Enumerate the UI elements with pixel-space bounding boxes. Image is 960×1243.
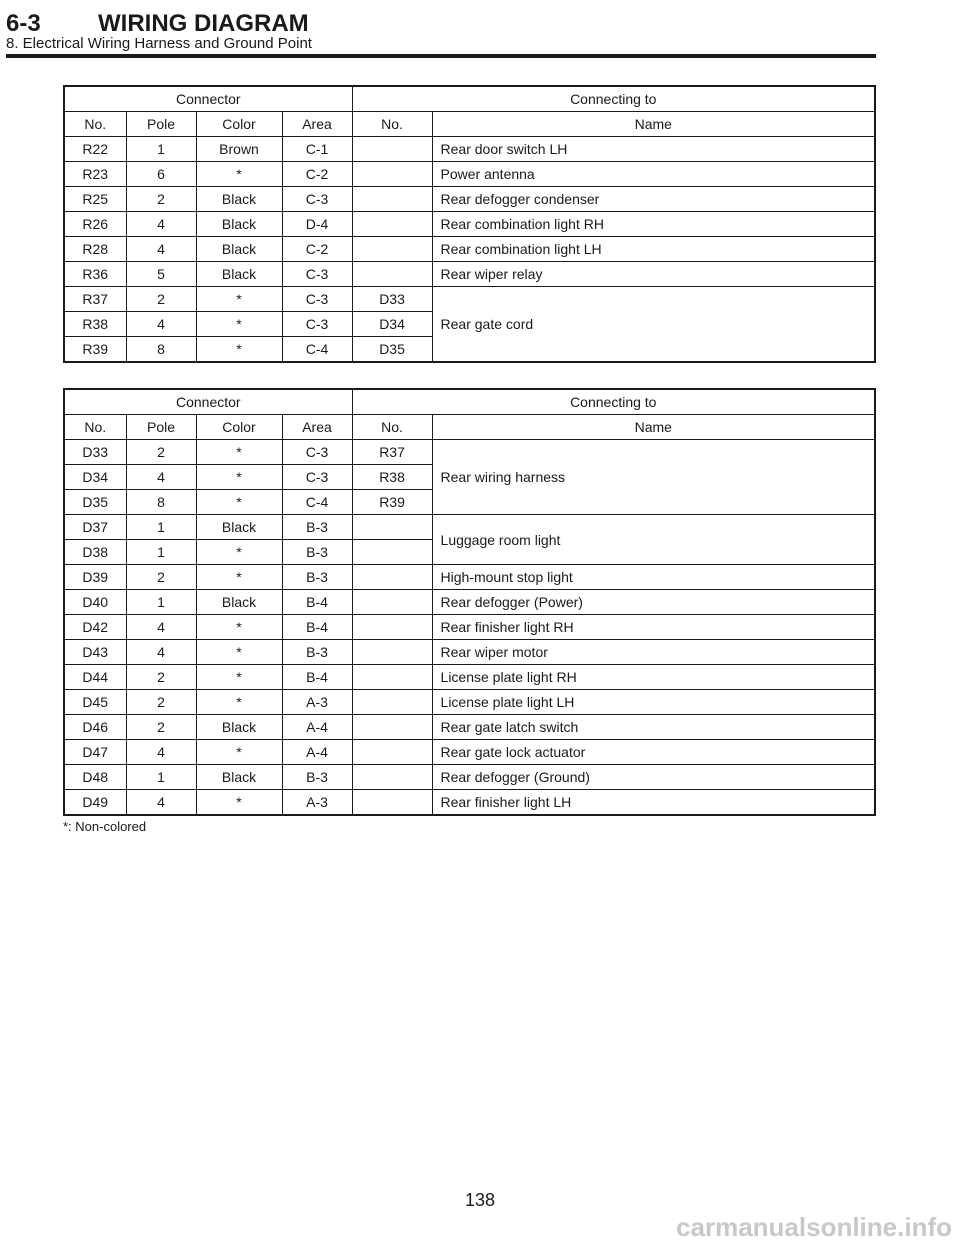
cell-color: * (196, 540, 282, 565)
cell-to-no (352, 590, 432, 615)
section-number: 6-3 (6, 10, 41, 37)
cell-color: * (196, 312, 282, 337)
cell-color: * (196, 565, 282, 590)
col-to-no: No. (352, 415, 432, 440)
cell-color: * (196, 337, 282, 363)
cell-no: R26 (64, 212, 126, 237)
cell-name: Rear finisher light LH (432, 790, 875, 816)
cell-area: C-3 (282, 465, 352, 490)
table-row (64, 440, 875, 465)
cell-color: Black (196, 237, 282, 262)
cell-area: C-3 (282, 187, 352, 212)
connector-table-r (63, 85, 876, 363)
cell-name-merged: Rear wiring harness (432, 440, 875, 515)
cell-to-no (352, 162, 432, 187)
cell-pole: 4 (126, 740, 196, 765)
cell-name: Rear gate latch switch (432, 715, 875, 740)
cell-pole: 4 (126, 615, 196, 640)
cell-no: D47 (64, 740, 126, 765)
cell-name: Rear finisher light RH (432, 615, 875, 640)
cell-to-no: R37 (352, 440, 432, 465)
cell-pole: 2 (126, 440, 196, 465)
connector-header: Connector (64, 86, 352, 112)
col-pole: Pole (126, 112, 196, 137)
cell-name-merged: Rear gate cord (432, 287, 875, 363)
cell-name: License plate light RH (432, 665, 875, 690)
cell-area: A-3 (282, 690, 352, 715)
table-group-header (64, 389, 875, 415)
cell-area: C-3 (282, 440, 352, 465)
cell-to-no (352, 515, 432, 540)
cell-pole: 2 (126, 715, 196, 740)
cell-area: C-2 (282, 237, 352, 262)
cell-name: Rear defogger condenser (432, 187, 875, 212)
cell-area: D-4 (282, 212, 352, 237)
table-row (64, 187, 875, 212)
cell-to-no (352, 790, 432, 816)
cell-name: Rear defogger (Ground) (432, 765, 875, 790)
cell-no: D44 (64, 665, 126, 690)
cell-color: * (196, 490, 282, 515)
cell-color: Black (196, 765, 282, 790)
cell-area: B-3 (282, 540, 352, 565)
cell-no: R38 (64, 312, 126, 337)
cell-color: * (196, 440, 282, 465)
table-column-header (64, 112, 875, 137)
table-row (64, 237, 875, 262)
cell-no: R25 (64, 187, 126, 212)
cell-area: B-3 (282, 565, 352, 590)
table-row (64, 137, 875, 162)
cell-no: R36 (64, 262, 126, 287)
cell-color: * (196, 740, 282, 765)
col-color: Color (196, 415, 282, 440)
cell-area: C-3 (282, 287, 352, 312)
cell-area: C-3 (282, 262, 352, 287)
col-color: Color (196, 112, 282, 137)
cell-to-no (352, 640, 432, 665)
cell-color: Black (196, 262, 282, 287)
connector-header: Connector (64, 389, 352, 415)
table-row (64, 515, 875, 540)
cell-color: * (196, 465, 282, 490)
table-row (64, 287, 875, 312)
col-to-no: No. (352, 112, 432, 137)
cell-to-no (352, 237, 432, 262)
cell-to-no: R39 (352, 490, 432, 515)
cell-color: Black (196, 590, 282, 615)
cell-area: C-3 (282, 312, 352, 337)
cell-color: Black (196, 515, 282, 540)
connecting-to-header: Connecting to (352, 86, 875, 112)
header-rule (6, 54, 876, 58)
cell-name: Rear wiper relay (432, 262, 875, 287)
cell-name-merged: Luggage room light (432, 515, 875, 565)
cell-no: D43 (64, 640, 126, 665)
table-row (64, 262, 875, 287)
cell-no: D45 (64, 690, 126, 715)
cell-pole: 6 (126, 162, 196, 187)
table-row (64, 765, 875, 790)
cell-area: A-4 (282, 740, 352, 765)
watermark: carmanualsonline.info (676, 1212, 952, 1242)
cell-pole: 4 (126, 465, 196, 490)
cell-pole: 8 (126, 337, 196, 363)
cell-area: B-4 (282, 665, 352, 690)
cell-to-no: D33 (352, 287, 432, 312)
cell-pole: 1 (126, 515, 196, 540)
cell-to-no (352, 212, 432, 237)
cell-area: A-4 (282, 715, 352, 740)
col-name: Name (432, 112, 875, 137)
cell-area: B-3 (282, 765, 352, 790)
cell-pole: 1 (126, 765, 196, 790)
cell-color: Black (196, 187, 282, 212)
cell-color: * (196, 640, 282, 665)
cell-no: D49 (64, 790, 126, 816)
page-number: 138 (464, 1190, 496, 1210)
col-name: Name (432, 415, 875, 440)
cell-no: D38 (64, 540, 126, 565)
cell-area: B-3 (282, 515, 352, 540)
table-row (64, 565, 875, 590)
cell-pole: 2 (126, 565, 196, 590)
cell-name: Rear defogger (Power) (432, 590, 875, 615)
cell-no: R39 (64, 337, 126, 363)
cell-area: C-1 (282, 137, 352, 162)
cell-name: Rear combination light LH (432, 237, 875, 262)
cell-no: R28 (64, 237, 126, 262)
footnote: *: Non-colored (63, 819, 147, 834)
cell-no: D42 (64, 615, 126, 640)
cell-color: * (196, 690, 282, 715)
cell-no: D48 (64, 765, 126, 790)
cell-color: * (196, 665, 282, 690)
cell-no: R23 (64, 162, 126, 187)
col-area: Area (282, 112, 352, 137)
cell-name: High-mount stop light (432, 565, 875, 590)
cell-to-no (352, 540, 432, 565)
cell-name: Power antenna (432, 162, 875, 187)
cell-pole: 2 (126, 665, 196, 690)
cell-color: * (196, 162, 282, 187)
cell-name: Rear door switch LH (432, 137, 875, 162)
cell-pole: 1 (126, 540, 196, 565)
cell-to-no: R38 (352, 465, 432, 490)
col-pole: Pole (126, 415, 196, 440)
cell-pole: 4 (126, 212, 196, 237)
cell-to-no (352, 740, 432, 765)
cell-area: B-4 (282, 590, 352, 615)
cell-no: R22 (64, 137, 126, 162)
cell-color: * (196, 287, 282, 312)
cell-pole: 5 (126, 262, 196, 287)
cell-no: R37 (64, 287, 126, 312)
table-row (64, 715, 875, 740)
cell-no: D46 (64, 715, 126, 740)
col-no: No. (64, 415, 126, 440)
cell-color: * (196, 790, 282, 816)
cell-pole: 4 (126, 312, 196, 337)
table-row (64, 790, 875, 816)
cell-pole: 4 (126, 790, 196, 816)
cell-area: C-2 (282, 162, 352, 187)
cell-name: Rear combination light RH (432, 212, 875, 237)
cell-no: D35 (64, 490, 126, 515)
connector-table-d (63, 388, 876, 816)
table-row (64, 740, 875, 765)
cell-to-no (352, 665, 432, 690)
table-row (64, 615, 875, 640)
table-group-header (64, 86, 875, 112)
cell-no: D37 (64, 515, 126, 540)
table-row (64, 590, 875, 615)
cell-no: D33 (64, 440, 126, 465)
cell-to-no: D35 (352, 337, 432, 363)
table-row (64, 212, 875, 237)
cell-no: D34 (64, 465, 126, 490)
cell-no: D39 (64, 565, 126, 590)
cell-pole: 2 (126, 187, 196, 212)
connecting-to-header: Connecting to (352, 389, 875, 415)
cell-color: Brown (196, 137, 282, 162)
cell-pole: 1 (126, 590, 196, 615)
cell-name: Rear wiper motor (432, 640, 875, 665)
cell-to-no (352, 715, 432, 740)
cell-to-no (352, 565, 432, 590)
cell-pole: 1 (126, 137, 196, 162)
cell-area: B-3 (282, 640, 352, 665)
cell-to-no (352, 137, 432, 162)
col-area: Area (282, 415, 352, 440)
section-title: WIRING DIAGRAM (98, 10, 309, 37)
cell-pole: 2 (126, 690, 196, 715)
cell-area: B-4 (282, 615, 352, 640)
cell-color: Black (196, 212, 282, 237)
cell-to-no (352, 262, 432, 287)
cell-to-no (352, 765, 432, 790)
section-subtitle: 8. Electrical Wiring Harness and Ground Point (6, 35, 312, 52)
cell-to-no (352, 690, 432, 715)
cell-no: D40 (64, 590, 126, 615)
cell-to-no (352, 615, 432, 640)
cell-name: License plate light LH (432, 690, 875, 715)
cell-pole: 2 (126, 287, 196, 312)
table-row (64, 162, 875, 187)
cell-color: * (196, 615, 282, 640)
cell-area: C-4 (282, 337, 352, 363)
cell-color: Black (196, 715, 282, 740)
cell-area: A-3 (282, 790, 352, 816)
table-row (64, 665, 875, 690)
table-row (64, 690, 875, 715)
col-no: No. (64, 112, 126, 137)
cell-name: Rear gate lock actuator (432, 740, 875, 765)
table-row (64, 640, 875, 665)
table-column-header (64, 415, 875, 440)
cell-to-no: D34 (352, 312, 432, 337)
cell-pole: 4 (126, 640, 196, 665)
cell-pole: 8 (126, 490, 196, 515)
cell-area: C-4 (282, 490, 352, 515)
cell-to-no (352, 187, 432, 212)
cell-pole: 4 (126, 237, 196, 262)
